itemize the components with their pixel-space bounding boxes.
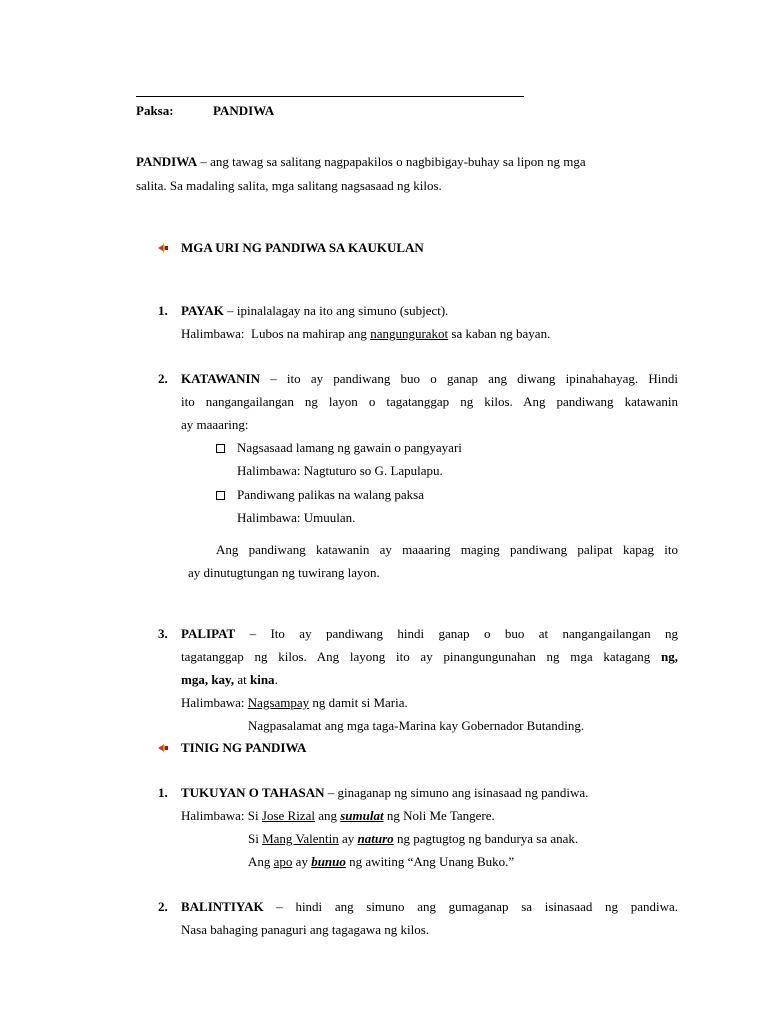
- definition-line-2: salita. Sa madaling salita, mga salitang nagsasaad ng kilos.: [136, 178, 442, 193]
- list-number: 3.: [158, 626, 168, 641]
- payak-example: Halimbawa: Lubos na mahirap ang nangungurakot sa kaban ng bayan.: [181, 326, 551, 341]
- bullet-arrow-icon: [158, 743, 168, 753]
- tukuyan-example-2: Si Mang Valentin ay naturo ng pagtugtog ng bandurya sa anak.: [248, 831, 579, 846]
- section-1-title: MGA URI NG PANDIWA SA KAUKULAN: [181, 240, 424, 255]
- top-rule: [136, 96, 524, 97]
- palipat-line-2: tagatanggap ng kilos. Ang layong ito ay pinangungunahan ng mga katagang ng,: [181, 649, 678, 664]
- bullet-arrow-icon: [158, 243, 168, 253]
- katawanin-note-line-2: ay dinutugtungan ng tuwirang layon.: [188, 565, 380, 580]
- topic-label: Paksa:: [136, 103, 174, 118]
- sub-item-example: Halimbawa: Nagtuturo so G. Lapulapu.: [237, 463, 443, 478]
- tukuyan-example-1: Halimbawa: Si Jose Rizal ang sumulat ng Noli Me Tangere.: [181, 808, 495, 823]
- sub-item-text: Nagsasaad lamang ng gawain o pangyayari: [237, 440, 462, 455]
- section-2-title: TINIG NG PANDIWA: [181, 740, 307, 755]
- palipat-line-1: PALIPAT – Ito ay pandiwang hindi ganap o buo at nangangailangan ng: [181, 626, 678, 641]
- sub-item-example: Halimbawa: Umuulan.: [237, 510, 356, 525]
- balintiyak-line-1: BALINTIYAK – hindi ang simuno ang gumaganap sa isinasaad ng pandiwa.: [181, 899, 678, 914]
- tukuyan-definition: TUKUYAN O TAHASAN – ginaganap ng simuno ang isinasaad ng pandiwa.: [181, 785, 589, 800]
- tukuyan-example-3: Ang apo ay bunuo ng awiting “Ang Unang Buko.”: [248, 854, 515, 869]
- katawanin-line-2: ito nangangailangan ng layon o tagatanggap ng kilos. Ang pandiwang katawanin: [181, 394, 678, 409]
- palipat-example-2: Nagpasalamat ang mga taga-Marina kay Gobernador Butanding.: [248, 718, 585, 733]
- katawanin-line-1: KATAWANIN – ito ay pandiwang buo o ganap ang diwang ipinahahayag. Hindi: [181, 371, 678, 386]
- katawanin-line-3: ay maaaring:: [181, 417, 249, 432]
- list-number: 1.: [158, 785, 168, 800]
- payak-definition: PAYAK – ipinalalagay na ito ang simuno (subject).: [181, 303, 449, 318]
- palipat-example-1: Halimbawa: Nagsampay ng damit si Maria.: [181, 695, 408, 710]
- topic-value: PANDIWA: [213, 103, 275, 118]
- checkbox-icon: [216, 487, 225, 503]
- list-number: 2.: [158, 899, 168, 914]
- definition-line-1: PANDIWA – ang tawag sa salitang nagpapakilos o nagbibigay-buhay sa lipon ng mga: [136, 154, 586, 169]
- list-number: 2.: [158, 371, 168, 386]
- palipat-line-3: mga, kay, at kina.: [181, 672, 278, 687]
- sub-item-text: Pandiwang palikas na walang paksa: [237, 487, 425, 502]
- katawanin-note-line-1: Ang pandiwang katawanin ay maaaring maging pandiwang palipat kapag ito: [216, 542, 678, 557]
- balintiyak-line-2: Nasa bahaging panaguri ang tagagawa ng kilos.: [181, 922, 430, 937]
- list-number: 1.: [158, 303, 168, 318]
- checkbox-icon: [216, 440, 225, 456]
